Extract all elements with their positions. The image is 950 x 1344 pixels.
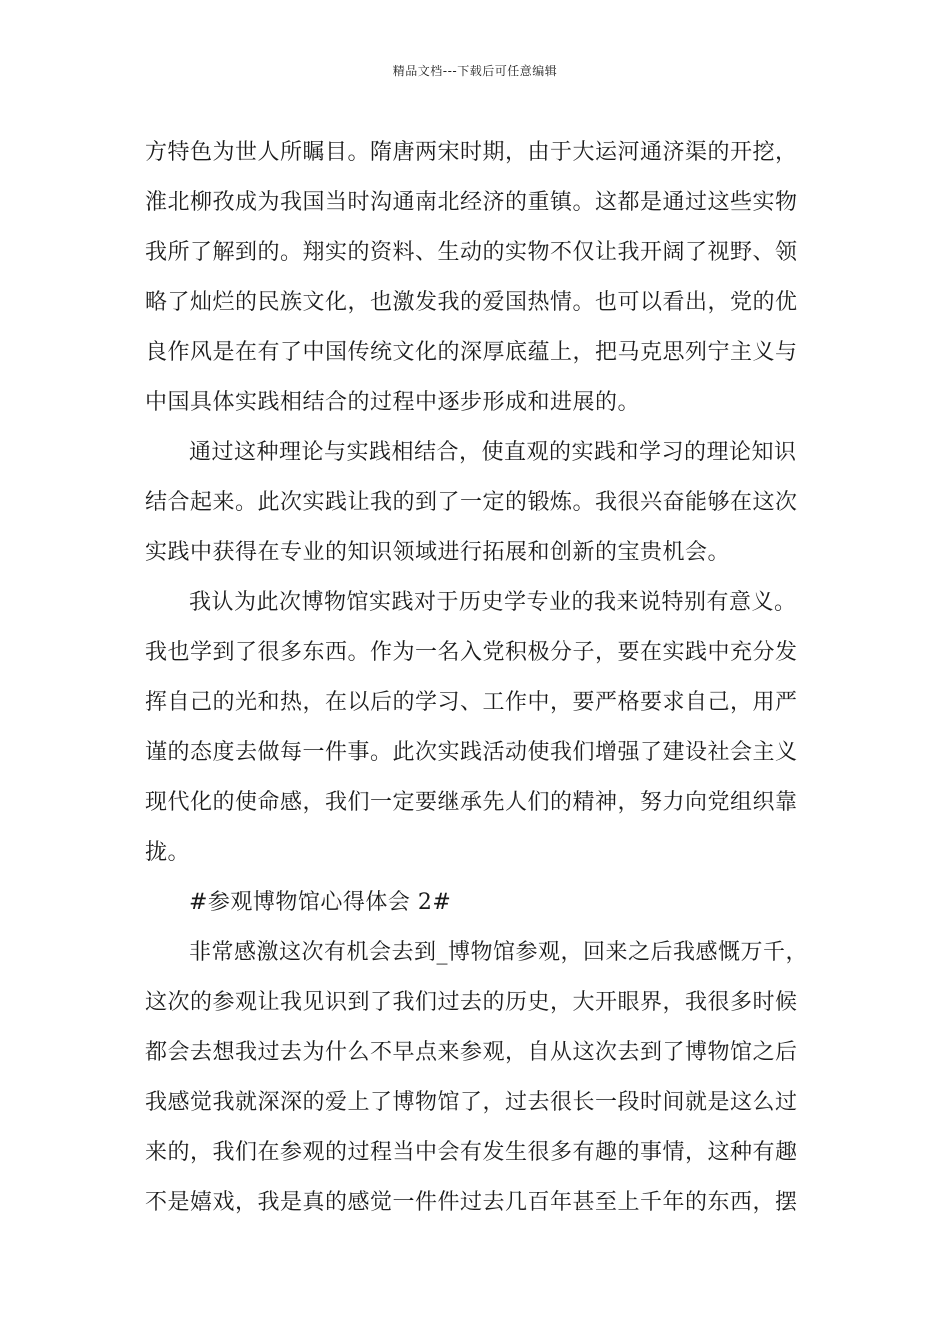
body-text-line: 通过这种理论与实践相结合，使直观的实践和学习的理论知识 — [189, 440, 797, 465]
body-text-line: 略了灿烂的民族文化，也激发我的爱国热情。也可以看出，党的优 — [145, 290, 798, 315]
document-body — [145, 128, 810, 1228]
body-text-line: 非常感激这次有机会去到_博物馆参观，回来之后我感慨万千， — [189, 940, 809, 965]
body-text-line: 我也学到了很多东西。作为一名入党积极分子，要在实践中充分发 — [145, 640, 798, 665]
body-text-line: 来的，我们在参观的过程当中会有发生很多有趣的事情，这种有趣 — [145, 1140, 798, 1165]
body-text-line: 我感觉我就深深的爱上了博物馆了，过去很长一段时间就是这么过 — [145, 1090, 798, 1115]
body-text-line: 这次的参观让我见识到了我们过去的历史，大开眼界，我很多时候 — [145, 990, 798, 1015]
body-text-line: 我所了解到的。翔实的资料、生动的实物不仅让我开阔了视野、领 — [145, 240, 798, 265]
body-text-line: 现代化的使命感，我们一定要继承先人们的精神，努力向党组织靠 — [145, 790, 798, 815]
body-text-line: 我认为此次博物馆实践对于历史学专业的我来说特别有意义。 — [189, 590, 797, 615]
body-text-line: 谨的态度去做每一件事。此次实践活动使我们增强了建设社会主义 — [145, 740, 798, 765]
body-text-line: 方特色为世人所瞩目。隋唐两宋时期，由于大运河通济渠的开挖， — [145, 140, 798, 165]
body-text-line: 结合起来。此次实践让我的到了一定的锻炼。我很兴奋能够在这次 — [145, 490, 798, 515]
body-text-line: 中国具体实践相结合的过程中逐步形成和进展的。 — [145, 390, 641, 415]
body-text-line: 良作风是在有了中国传统文化的深厚底蕴上，把马克思列宁主义与 — [145, 340, 798, 365]
body-text-line: 拢。 — [145, 840, 191, 865]
body-text-line: 不是嬉戏，我是真的感觉一件件过去几百年甚至上千年的东西，摆 — [145, 1190, 798, 1215]
body-text-line: 都会去想我过去为什么不早点来参观，自从这次去到了博物馆之后 — [145, 1040, 798, 1065]
body-text-line: 实践中获得在专业的知识领域进行拓展和创新的宝贵机会。 — [145, 540, 731, 565]
page-header: 精品文档---下载后可任意编辑 — [392, 64, 558, 78]
body-text-line: 淮北柳孜成为我国当时沟通南北经济的重镇。这都是通过这些实物 — [145, 190, 798, 215]
section-heading: #参观博物馆心得体会 2# — [189, 890, 452, 915]
body-text-line: 挥自己的光和热，在以后的学习、工作中，要严格要求自己，用严 — [145, 690, 798, 715]
